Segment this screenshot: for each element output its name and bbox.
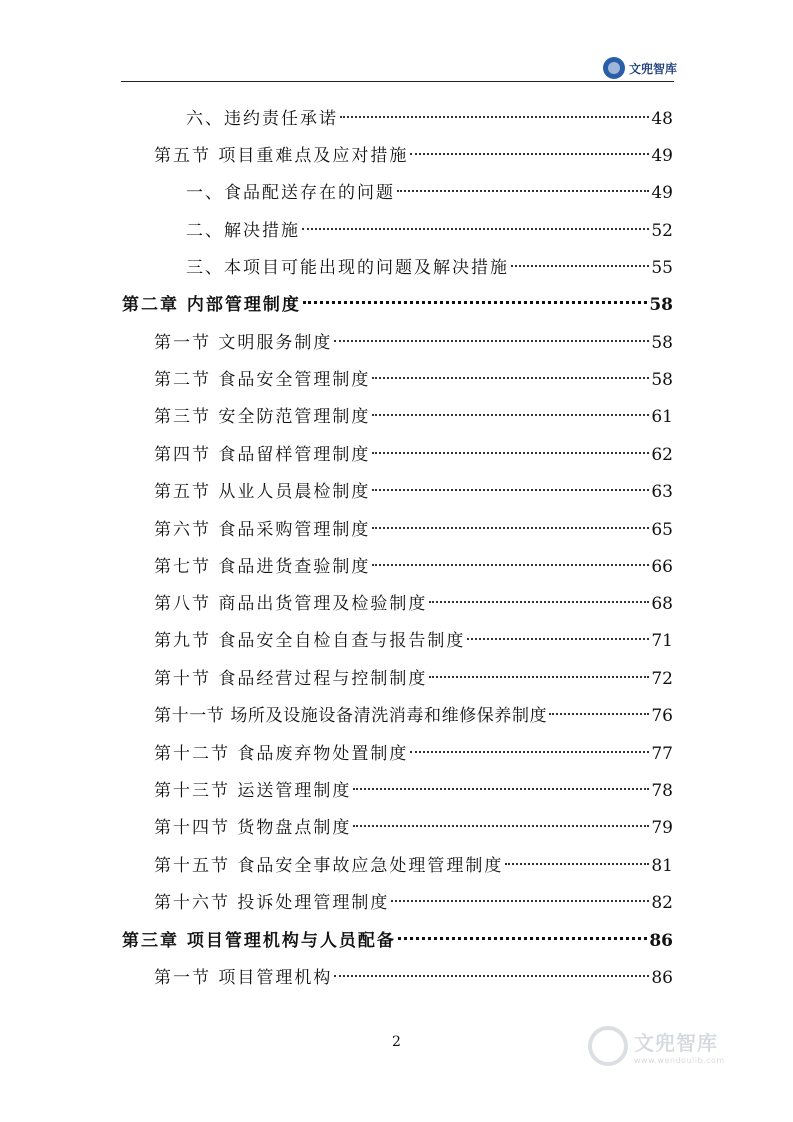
toc-entry[interactable]	[186, 106, 673, 132]
toc-title: 第一节 项目管理机构	[154, 968, 333, 988]
toc-entry[interactable]	[154, 591, 673, 617]
toc-entry[interactable]	[154, 666, 673, 692]
toc-title: 六、违约责任承诺	[186, 109, 338, 129]
header-divider	[121, 81, 674, 82]
toc-leader	[410, 153, 649, 155]
watermark-url: www.wendoulib.com	[634, 1056, 725, 1065]
toc-title: 第十二节 食品废弃物处置制度	[154, 744, 409, 764]
toc-entry[interactable]	[154, 479, 673, 505]
toc-title: 第十一节 场所及设施设备清洗消毒和维修保养制度	[154, 706, 548, 726]
toc-leader	[340, 116, 649, 118]
header-logo	[603, 57, 677, 79]
toc-leader	[391, 900, 649, 902]
toc-title: 第十四节 货物盘点制度	[154, 818, 352, 838]
toc-entry[interactable]	[154, 815, 673, 841]
toc-chapter-entry[interactable]	[122, 292, 673, 318]
watermark-name: 文兜智库	[634, 1031, 718, 1055]
toc-title: 第三章 项目管理机构与人员配备	[122, 931, 396, 951]
toc-leader	[372, 452, 649, 454]
toc-page: 61	[651, 407, 673, 427]
toc-entry[interactable]	[154, 965, 673, 991]
toc-title: 第八节 商品出货管理及检验制度	[154, 594, 428, 614]
logo-icon	[603, 57, 625, 79]
toc-page: 81	[651, 856, 673, 876]
toc-page: 58	[649, 295, 673, 315]
toc-page: 86	[651, 968, 673, 988]
toc-title: 第九节 食品安全自检自查与报告制度	[154, 631, 466, 651]
toc-page: 71	[651, 631, 673, 651]
toc-leader	[429, 676, 649, 678]
toc-leader	[397, 190, 649, 192]
toc-title: 第十三节 运送管理制度	[154, 781, 352, 801]
toc-page: 55	[651, 258, 673, 278]
toc-leader	[334, 340, 649, 342]
toc-title: 第十五节 食品安全事故应急处理管理制度	[154, 856, 504, 876]
toc-entry[interactable]	[154, 628, 673, 654]
watermark	[588, 1022, 758, 1070]
toc-title: 二、解决措施	[186, 221, 300, 241]
toc-page: 79	[651, 818, 673, 838]
toc-leader	[353, 788, 649, 790]
toc-page: 58	[651, 333, 673, 353]
toc-title: 第五节 项目重难点及应对措施	[154, 146, 409, 166]
toc-page: 86	[649, 931, 673, 951]
watermark-logo-icon	[588, 1026, 628, 1066]
page-number: 2	[392, 1034, 401, 1050]
toc-page: 78	[651, 781, 673, 801]
toc-leader	[353, 825, 649, 827]
toc-leader	[372, 527, 649, 529]
toc-leader	[372, 564, 649, 566]
toc-page: 76	[651, 706, 673, 726]
toc-title: 一、食品配送存在的问题	[186, 183, 395, 203]
toc-entry[interactable]	[154, 143, 673, 169]
toc-leader	[302, 228, 649, 230]
toc-entry[interactable]	[186, 255, 673, 281]
toc-title: 第二节 食品安全管理制度	[154, 370, 371, 390]
toc-title: 第十六节 投诉处理管理制度	[154, 893, 390, 913]
toc-entry[interactable]	[186, 218, 673, 244]
toc-title: 三、本项目可能出现的问题及解决措施	[186, 258, 509, 278]
toc-page: 49	[651, 183, 673, 203]
toc-page: 58	[651, 370, 673, 390]
toc-chapter-entry[interactable]	[122, 928, 673, 954]
toc-entry[interactable]	[154, 554, 673, 580]
toc-title: 第六节 食品采购管理制度	[154, 520, 371, 540]
toc-leader	[429, 601, 649, 603]
toc-leader	[372, 414, 649, 416]
toc-page: 77	[651, 744, 673, 764]
toc-leader	[303, 301, 647, 304]
toc-leader	[334, 975, 649, 977]
toc-entry[interactable]	[154, 741, 673, 767]
toc-entry[interactable]	[154, 890, 673, 916]
toc-leader	[511, 265, 649, 267]
toc-page: 63	[651, 482, 673, 502]
toc-page: 68	[651, 594, 673, 614]
toc-title: 第二章 内部管理制度	[122, 295, 301, 315]
toc-page: 65	[651, 520, 673, 540]
toc-title: 第三节 安全防范管理制度	[154, 407, 371, 427]
toc-leader	[398, 937, 647, 940]
toc-page: 62	[651, 445, 673, 465]
toc-entry[interactable]	[154, 517, 673, 543]
toc-page: 82	[651, 893, 673, 913]
toc-title: 第一节 文明服务制度	[154, 333, 333, 353]
toc-entry[interactable]	[154, 442, 673, 468]
toc-page: 48	[651, 109, 673, 129]
toc-page: 52	[651, 221, 673, 241]
toc-leader	[505, 863, 649, 865]
toc-leader	[410, 751, 649, 753]
toc-page: 72	[651, 669, 673, 689]
toc-title: 第五节 从业人员晨检制度	[154, 482, 371, 502]
toc-title: 第七节 食品进货查验制度	[154, 557, 371, 577]
toc-entry[interactable]	[154, 778, 673, 804]
toc-title: 第十节 食品经营过程与控制制度	[154, 669, 428, 689]
toc-leader	[467, 638, 649, 640]
toc-title: 第四节 食品留样管理制度	[154, 445, 371, 465]
header-brand: 文兜智库	[629, 61, 678, 76]
toc-leader	[372, 377, 649, 379]
toc-entry[interactable]	[154, 853, 673, 879]
toc-entry[interactable]	[154, 703, 673, 729]
toc-entry[interactable]	[154, 404, 673, 430]
toc-entry[interactable]	[154, 367, 673, 393]
toc-leader	[549, 713, 649, 715]
toc-entry[interactable]	[186, 180, 673, 206]
toc-leader	[372, 489, 649, 491]
toc-entry[interactable]	[154, 330, 673, 356]
toc-page: 49	[651, 146, 673, 166]
toc-page: 66	[651, 557, 673, 577]
